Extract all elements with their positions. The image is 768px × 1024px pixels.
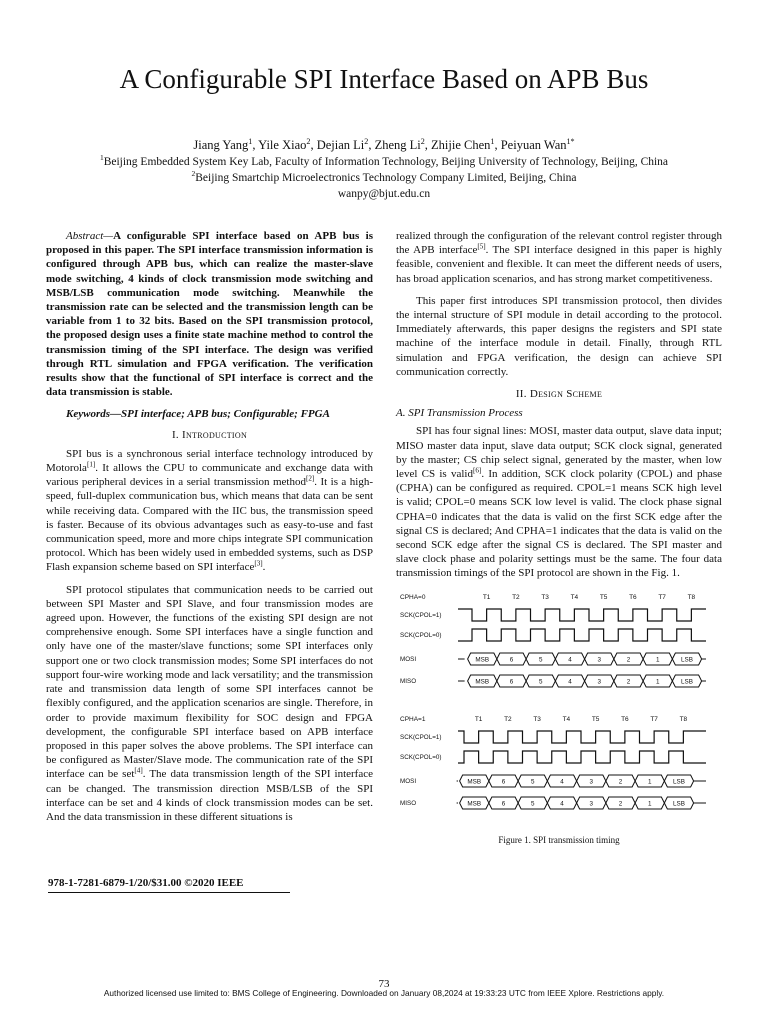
timing-diagram	[396, 589, 722, 829]
keywords: Keywords—SPI interface; APB bus; Configurable; FPGA	[66, 408, 330, 421]
sck-waveform	[458, 751, 706, 763]
tick-label: T3	[533, 715, 541, 723]
citation-link[interactable]: [5]	[477, 242, 486, 251]
bit-label: 2	[618, 799, 623, 807]
paper-title: A Configurable SPI Interface Based on APB Bus	[119, 64, 649, 94]
signal-label: SCK(CPOL=0)	[400, 631, 442, 639]
page-number: 73	[378, 978, 390, 990]
tick-label: T7	[650, 715, 658, 723]
intro-paragraph-2: SPI protocol stipulates that communication needs to be carried out between SPI Master and SPI Slave, and four transmission modes are agreed upon. However, the functions of the existing SPI design are not comprehensive enough. Some SPI interfaces have a single function and only have one of the master/slave functions; some SPI interfaces only support one or two clock transmission modes; Some SPI interfaces do not support four-wire working mode and lack versatility; and the transmission rate and transmission data length of some SPI interfaces cannot be flexibly configured, and the application scenarios are single. Therefore, in order to provide maximum flexibility for SOC design and FPGA development, the configurable SPI interface based on APB interface proposed in this paper solves the above problems. The SPI interface can be configured as Master/Slave mode. The communication rate of the SPI interface can be set[4]. The data transmission length of the SPI interface can be changed. The transmission direction MSB/LSB of the SPI interface can be set and 4 kinds of clock transmission modes can be set. And the data transmission in these different situations is	[46, 583, 373, 823]
bit-label: LSB	[681, 655, 693, 663]
bit-label: 3	[597, 655, 601, 663]
bit-label: 2	[618, 777, 623, 785]
bit-label: 5	[530, 777, 535, 785]
tick-label: T7	[658, 593, 666, 601]
citation-link[interactable]: [4]	[134, 766, 143, 775]
tick-label: T5	[599, 593, 608, 601]
tick-label: T1	[474, 715, 483, 723]
subsection-heading: A. SPI Transmission Process	[396, 407, 523, 420]
left-column	[46, 229, 373, 832]
bit-label: LSB	[681, 677, 693, 685]
bit-label: LSB	[673, 777, 685, 785]
bit-label: 5	[538, 677, 543, 685]
bit-label: 4	[568, 677, 572, 685]
author: Jiang Yang	[193, 138, 249, 152]
bit-label: MSB	[475, 677, 490, 685]
bit-label: 2	[626, 655, 631, 663]
signal-label: MISO	[400, 799, 417, 807]
author: Yile Xiao	[258, 138, 307, 152]
signal-label: MOSI	[400, 655, 417, 663]
bit-label: 6	[501, 799, 506, 807]
bit-label: MSB	[467, 777, 482, 785]
bit-label: 6	[501, 777, 506, 785]
citation-link[interactable]: [6]	[472, 466, 482, 475]
panel-label: CPHA=0	[400, 593, 426, 601]
sck-waveform	[458, 629, 706, 641]
bit-label: 3	[589, 777, 593, 785]
bit-label: MSB	[467, 799, 482, 807]
tick-label: T6	[629, 593, 637, 601]
panel-label: CPHA=1	[400, 715, 426, 723]
sck-waveform	[458, 609, 706, 621]
author-list: Jiang Yang$^1$, Yile Xiao$^2$, Dejian Li$^2$, Zheng Li$^2$, Zhijie Chen$^1$, Peiyuan Wan$^{1*}$	[193, 136, 575, 152]
bit-label: 1	[647, 799, 652, 807]
bit-label: 5	[538, 655, 543, 663]
bit-label: 1	[647, 777, 652, 785]
author-email[interactable]: wanpy@bjut.edu.cn	[337, 188, 431, 200]
bit-label: 1	[655, 677, 660, 685]
signal-label: SCK(CPOL=0)	[400, 753, 442, 761]
bit-label: 3	[589, 799, 593, 807]
figure-spi-timing	[396, 589, 722, 829]
tick-label: T3	[541, 593, 549, 601]
citation-link[interactable]: [3]	[254, 559, 263, 568]
tick-label: T4	[570, 593, 579, 601]
author: Peiyuan Wan	[500, 138, 567, 152]
bit-label: 6	[509, 655, 514, 663]
bit-label: MSB	[475, 655, 490, 663]
bit-label: 5	[530, 799, 535, 807]
signal-label: SCK(CPOL=1)	[400, 733, 442, 741]
right-paragraph-3: SPI has four signal lines: MOSI, master data output, slave data input; MISO master data input, slave data output; SCK clock signal, generated by the master; CS chip select signal, generated by the master, when low level CS is valid[6]. In addition, SCK clock polarity (CPOL) and phase (CPHA) can be configured as required. CPOL=1 means SCK high level is valid; CPOL=0 means SCK low level is valid. The clock phase signal CPHA=0 indicates that the data is valid on the first SCK edge after the signal CS is declared; And CPHA=1 indicates that the data is valid on the second SCK edge after the signal CS is declared. The SPI master and slave clock phase and polarity settings must be the same. The four data transmission timings of the SPI protocol are shown in the Fig. 1.	[396, 425, 722, 580]
tick-label: T5	[591, 715, 600, 723]
abstract: Abstract—A configurable SPI interface based on APB bus is proposed in this paper. The SPI interface transmission information is configured through APB bus, which can realize the master-slave mode switching, 4 kinds of clock transmission mode switching and MSB/LSB communication mode switching. Meanwhile the transmission rate can be selected and the transmission length can be variable from 1 to 32 bits. Based on the SPI transmission protocol, the proposed design uses a finite state machine method to control the transmission timing of the SPI interface. The design was verified through RTL simulation and FPGA verification. The verification results show that the functional of SPI interface is correct and the data transmission is stable.	[46, 230, 373, 399]
author: Zheng Li	[374, 138, 421, 152]
bit-label: 4	[568, 655, 572, 663]
tick-label: T2	[504, 715, 512, 723]
tick-label: T8	[679, 715, 688, 723]
citation-link[interactable]: [1]	[86, 460, 96, 469]
affiliation-1: $^1$Beijing Embedded System Key Lab, Faculty of Information Technology, Beijing University of Technology, Beijing, China	[99, 153, 669, 168]
figure-caption: Figure 1. SPI transmission timing	[498, 834, 620, 845]
bit-label: 2	[626, 677, 631, 685]
signal-label: SCK(CPOL=1)	[400, 611, 442, 619]
intro-paragraph-1: SPI bus is a synchronous serial interface technology introduced by Motorola[1]. It allows the CPU to communicate and exchange data with various peripheral devices in a serial transmission method[2]. It is a high-speed, full-duplex communication bus, which means that data can be sent while receiving data. Compared with the IIC bus, the transmission speed is faster. Because of its obvious advantages such as easy-to-use and fast communication speed, more and more chips integrate SPI communication protocol. Which has been widely used in embedded systems, such as DSP Flash expansion scheme based on SPI interface[3].	[46, 447, 373, 574]
bit-label: 4	[560, 777, 564, 785]
bit-label: 1	[655, 655, 660, 663]
tick-label: T1	[482, 593, 491, 601]
right-paragraph-2: This paper first introduces SPI transmission protocol, then divides the internal structure of SPI module in detail according to the protocol. Immediately afterwards, this paper designs the registers and SPI state machine of the interface module in detail. Finally, through RTL simulation and FPGA verification, the design can achieve SPI communication correctly.	[396, 294, 722, 378]
right-column	[396, 229, 722, 847]
copyright-notice: 978-1-7281-6879-1/20/$31.00 ©2020 IEEE	[48, 877, 244, 889]
bit-label: 3	[597, 677, 601, 685]
bit-label: LSB	[673, 799, 685, 807]
sck-waveform	[458, 731, 706, 743]
tick-label: T8	[687, 593, 696, 601]
footnote-rule	[48, 892, 290, 893]
bit-label: 6	[509, 677, 514, 685]
author: Zhijie Chen	[431, 138, 491, 152]
affiliation-2: $^2$Beijing Smartchip Microelectronics Technology Company Limited, Beijing, China	[191, 169, 577, 184]
section-heading-design: II. Design Scheme	[515, 388, 603, 401]
section-heading-introduction: I. Introduction	[171, 428, 248, 441]
tick-label: T4	[562, 715, 571, 723]
author: Dejian Li	[316, 138, 365, 152]
tick-label: T6	[621, 715, 629, 723]
bit-label: 4	[560, 799, 564, 807]
right-paragraph-1: realized through the configuration of the relevant control register through the APB interface[5]. The SPI interface designed in this paper is highly feasible, convenient and flexible. It can meet the different needs of users, has broad application scenarios, and has strong market competitiveness.	[396, 230, 722, 285]
signal-label: MISO	[400, 677, 417, 685]
license-notice: Authorized licensed use limited to: BMS College of Engineering. Downloaded on January 08,2024 at 19:33:23 UTC from IEEE Xplore. Restrictions apply.	[103, 988, 665, 998]
signal-label: MOSI	[400, 777, 417, 785]
tick-label: T2	[512, 593, 520, 601]
citation-link[interactable]: [2]	[305, 474, 315, 483]
